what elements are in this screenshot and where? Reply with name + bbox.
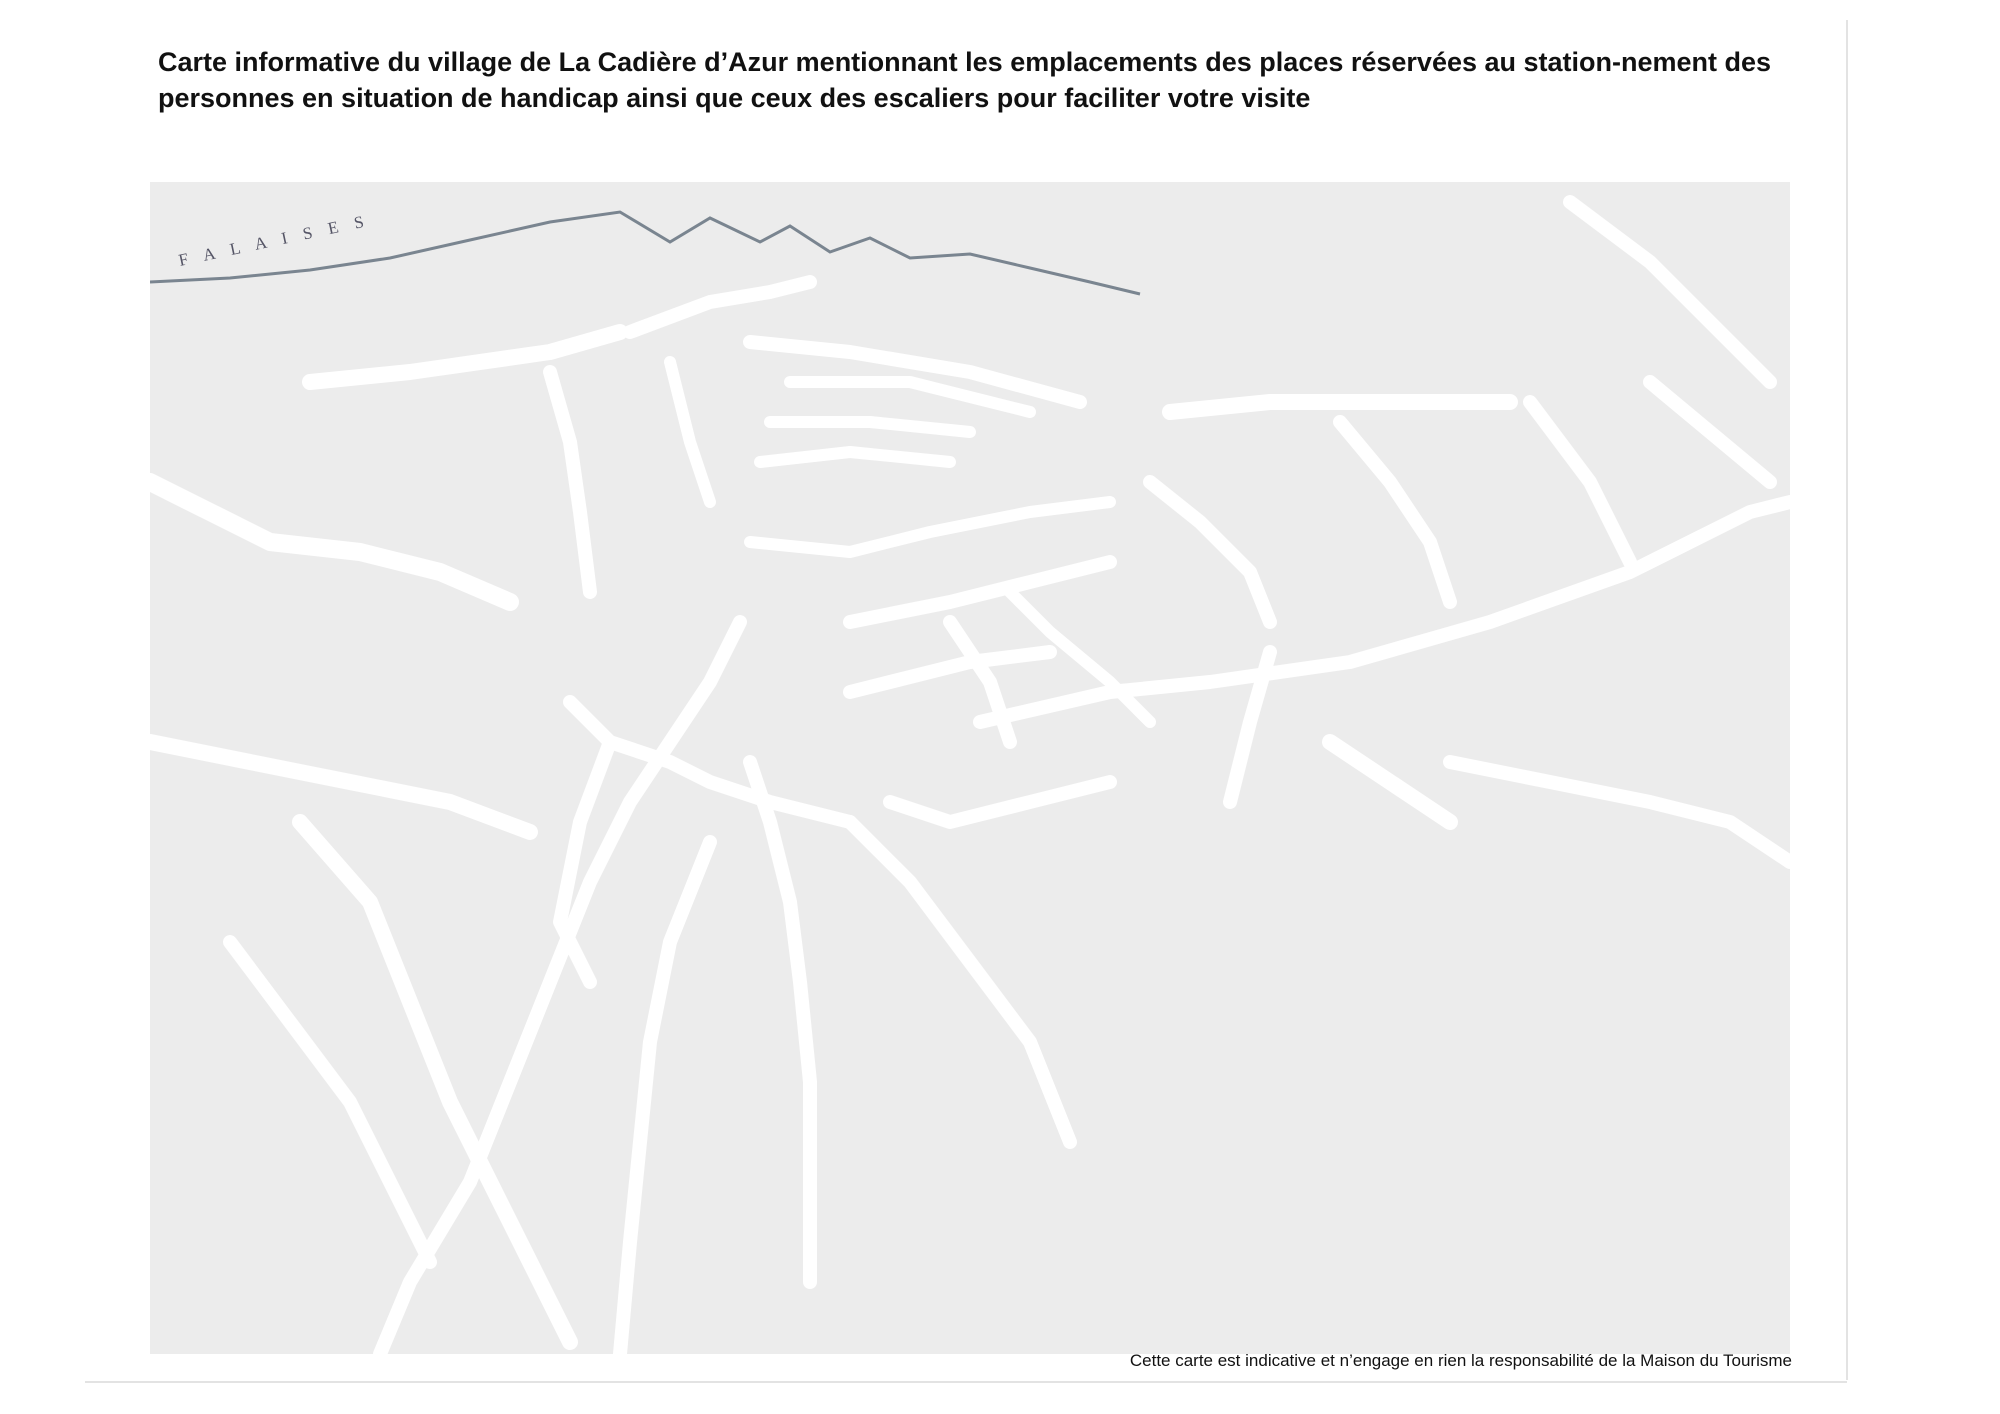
map-background	[150, 182, 1790, 1354]
page-border-right	[1846, 20, 1848, 1380]
falaises-label: F A L A I S E S	[176, 210, 372, 270]
disclaimer: Cette carte est indicative et n’engage en rien la responsabilité de la Maison du Tourisme	[1129, 1351, 1792, 1370]
page-border-bottom	[85, 1381, 1847, 1383]
page-title: Carte informative du village de La Cadière d’Azur mentionnant les emplacements des places réservées au station-nement des personnes en situation de handicap ainsi que ceux des escaliers pour faciliter votre visite	[158, 47, 1772, 114]
village-map[interactable]	[150, 182, 1790, 1354]
